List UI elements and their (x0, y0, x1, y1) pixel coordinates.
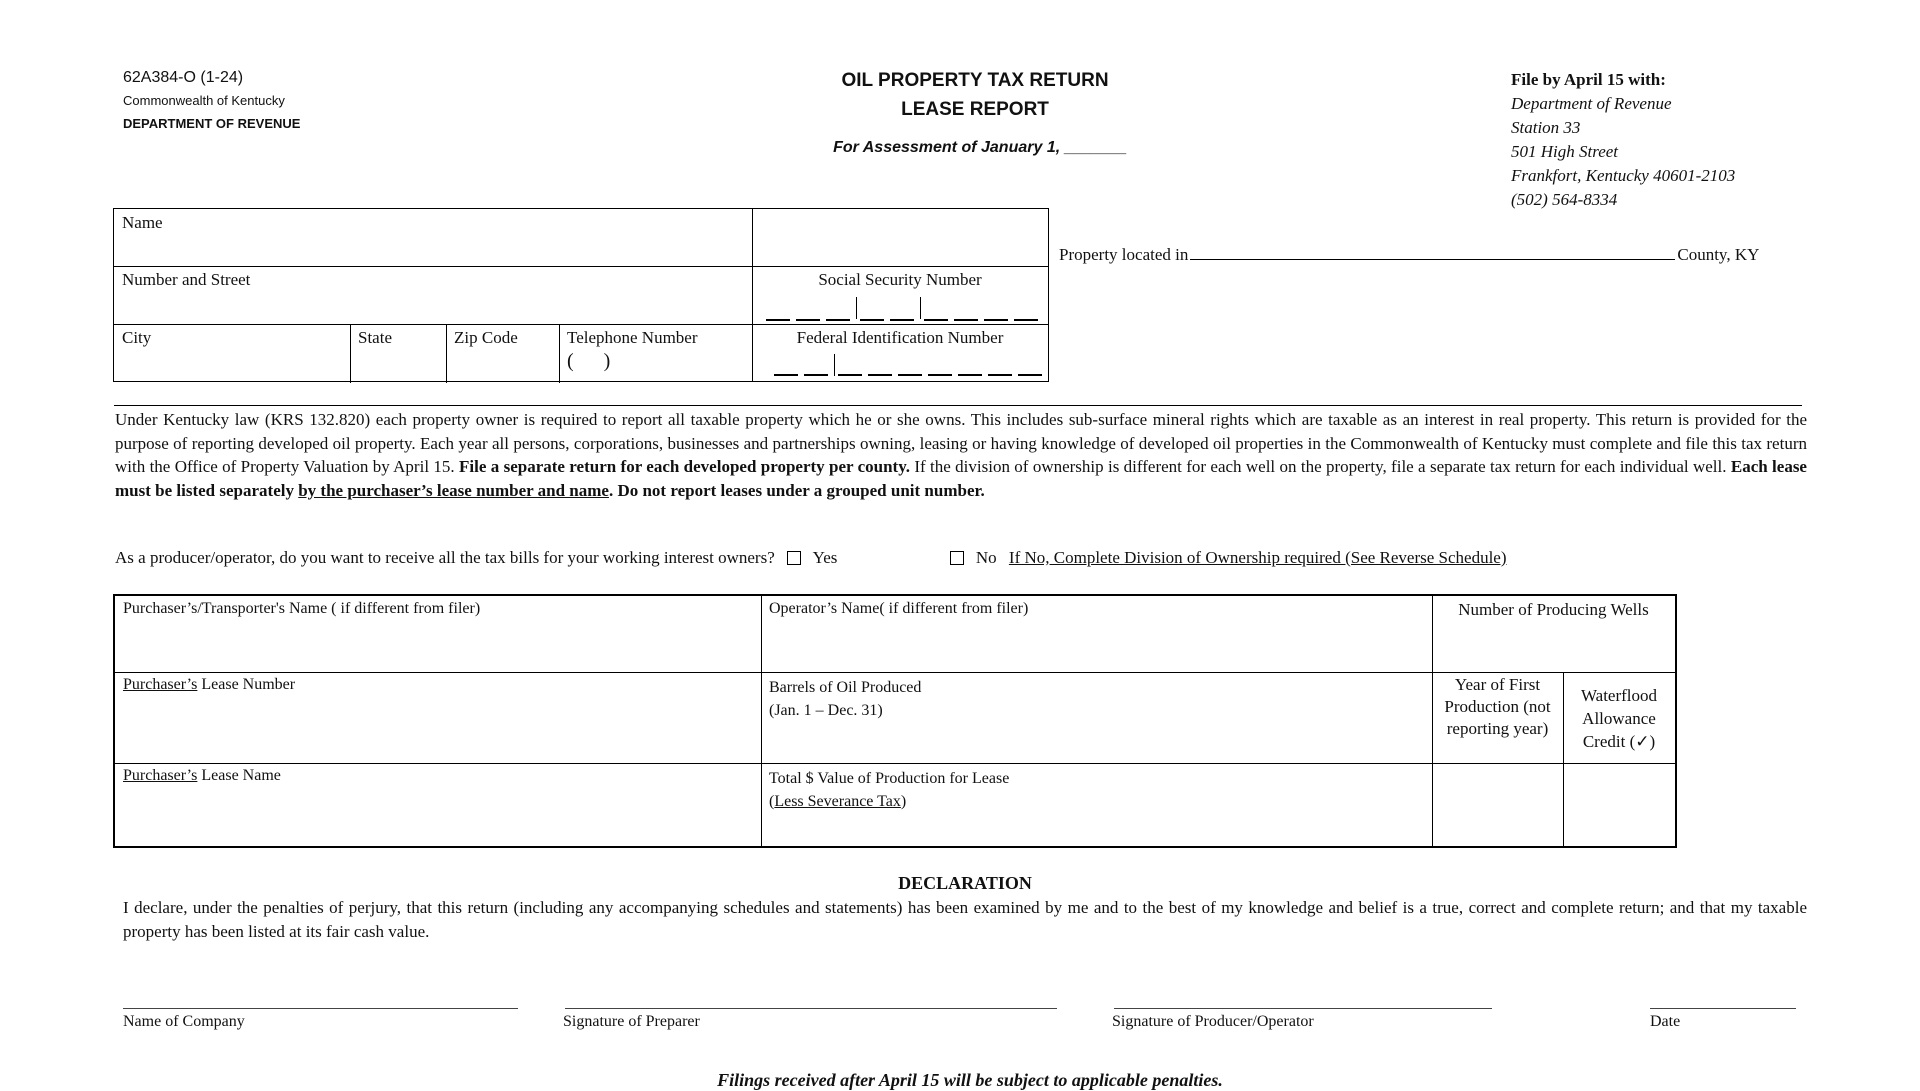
name-aux-field[interactable] (752, 209, 1048, 266)
declaration-title: DECLARATION (898, 873, 1032, 893)
fein-digit-blank (838, 374, 862, 376)
waterflood-credit-label: Waterflood Allowance Credit (✓) (1580, 686, 1658, 751)
producer-question-text: As a producer/operator, do you want to receive all the tax bills for your working interest owners? (115, 548, 775, 567)
fein-label: Federal Identification Number (796, 328, 1004, 347)
producer-signature-label: Signature of Producer/Operator (1112, 1013, 1314, 1030)
file-by-line: Station 33 (1511, 118, 1581, 137)
date-label: Date (1650, 1013, 1681, 1030)
waterflood-credit-input[interactable] (1563, 763, 1675, 846)
fein-separator (834, 354, 835, 376)
ssn-digit-blank (924, 319, 948, 321)
no-note: If No, Complete Division of Ownership required (See Reverse Schedule) (1008, 548, 1507, 567)
fein-digit-blank (958, 374, 982, 376)
barrels-field[interactable] (761, 672, 1432, 763)
lease-name-label-underlined: Purchaser’s (123, 767, 198, 784)
date-line[interactable] (1650, 1008, 1796, 1009)
instructions-text: Under Kentucky law (KRS 132.820) each property owner is required to report all taxable property which he or she owns. This includes sub-surface mineral rights which are taxable as an interest in real property. This return is provided for the purpose of reporting developed oil property. Each year all persons, corporations, businesses and partnerships owning, leasing or having knowledge of developed oil properties in the Commonwealth of Kentucky must complete and file this tax return with the Office of Property Valuation by April 15. (115, 410, 1807, 476)
year-first-production-label: Year of First Production (not reporting year) (1444, 675, 1551, 738)
zip-label: Zip Code (454, 328, 518, 347)
phone-label: Telephone Number (567, 328, 698, 347)
county-blank[interactable] (1190, 245, 1675, 260)
county-suffix: County, KY (1677, 245, 1760, 264)
ssn-digit-blank (954, 319, 978, 321)
year-first-production-field[interactable] (1432, 672, 1563, 763)
total-value-field[interactable] (761, 763, 1432, 846)
assessment-date-line: For Assessment of January 1, _______ (833, 139, 1127, 156)
purchaser-name-label: Purchaser’s/Transporter's Name ( if different from filer) (123, 600, 481, 617)
file-by-line: Department of Revenue (1511, 94, 1672, 113)
phone-field[interactable] (559, 324, 752, 383)
phone-area-code-parens: ( ) (567, 350, 611, 372)
operator-name-label: Operator’s Name( if different from filer) (769, 600, 1029, 617)
fein-digit-blank (898, 374, 922, 376)
lease-info-table (113, 594, 1677, 848)
producing-wells-label: Number of Producing Wells (1458, 600, 1649, 619)
fein-digit-blank (928, 374, 952, 376)
producer-signature-line[interactable] (1114, 1008, 1492, 1009)
lease-name-label: Lease Name (197, 767, 281, 784)
form-subtitle: LEASE REPORT (901, 99, 1049, 120)
street-label: Number and Street (122, 270, 251, 289)
lease-name-field[interactable] (115, 763, 761, 846)
department-label: DEPARTMENT OF REVENUE (123, 116, 301, 131)
lease-number-field[interactable] (115, 672, 761, 763)
company-name-label: Name of Company (123, 1013, 245, 1030)
form-title: OIL PROPERTY TAX RETURN (841, 70, 1109, 91)
state-field[interactable] (350, 324, 446, 383)
company-signature-line[interactable] (123, 1008, 518, 1009)
ssn-digit-blank (890, 319, 914, 321)
total-value-note: (Less Severance Tax) (769, 793, 907, 810)
ssn-label: Social Security Number (818, 270, 982, 289)
city-label: City (122, 328, 152, 347)
name-label: Name (122, 213, 163, 232)
waterflood-credit-field[interactable] (1563, 672, 1675, 763)
year-first-production-input[interactable] (1432, 763, 1563, 846)
ssn-digit-blank (796, 319, 820, 321)
ssn-separator (856, 297, 857, 319)
barrels-period: (Jan. 1 – Dec. 31) (769, 702, 883, 719)
producing-wells-field[interactable] (1432, 596, 1675, 672)
instructions-bold: . Do not report leases under a grouped unit number. (608, 480, 985, 500)
purchaser-name-field[interactable] (115, 596, 761, 672)
fein-digit-blank (774, 374, 798, 376)
fein-digit-blank (804, 374, 828, 376)
fein-digit-blank (1018, 374, 1042, 376)
operator-name-field[interactable] (761, 596, 1432, 672)
lease-number-label: Lease Number (197, 676, 296, 693)
lease-number-label-underlined: Purchaser’s (123, 676, 198, 693)
ssn-separator (920, 297, 921, 319)
file-by-line: (502) 564-8334 (1511, 190, 1618, 209)
street-field[interactable] (114, 266, 752, 324)
section-divider (114, 405, 1802, 406)
ssn-digit-blank (860, 319, 884, 321)
instructions-bold: File a separate return for each developed property per county. (459, 457, 911, 476)
late-filing-notice: Filings received after April 15 will be subject to applicable penalties. (717, 1070, 1223, 1090)
no-label: No (975, 548, 997, 567)
file-by-address (1511, 68, 1735, 212)
commonwealth-label: Commonwealth of Kentucky (123, 93, 285, 108)
name-field[interactable] (114, 209, 752, 266)
instructions-bold: Each lease must be listed separately (115, 457, 1807, 500)
declaration-text: I declare, under the penalties of perjury, that this return (including any accompanying schedules and statements) has been examined by me and to the best of my knowledge and belief is a true, correct and complete return; and that my taxable property has been listed at its fair cash value. (123, 898, 1807, 941)
fein-digit-blank (988, 374, 1012, 376)
preparer-signature-line[interactable] (565, 1008, 1057, 1009)
file-by-heading: File by April 15 with: (1511, 70, 1666, 89)
taxpayer-info-table (113, 208, 1049, 382)
yes-label: Yes (812, 548, 838, 567)
file-by-line: Frankfort, Kentucky 40601-2103 (1511, 166, 1736, 185)
preparer-signature-label: Signature of Preparer (563, 1013, 700, 1030)
instructions-bold-underline: by the purchaser’s lease number and name (298, 480, 609, 500)
ssn-digit-blank (984, 319, 1008, 321)
instructions-paragraph (115, 408, 1807, 502)
city-field[interactable] (114, 324, 350, 383)
no-checkbox[interactable] (950, 551, 964, 565)
barrels-label: Barrels of Oil Produced (769, 679, 922, 696)
ssn-field[interactable] (752, 266, 1048, 324)
producer-question (115, 548, 1815, 568)
form-code: 62A384-O (1-24) (123, 69, 244, 86)
state-label: State (358, 328, 392, 347)
ssn-digit-blank (1014, 319, 1038, 321)
fein-digit-blank (868, 374, 892, 376)
ssn-digit-blank (766, 319, 790, 321)
zip-field[interactable] (446, 324, 559, 383)
yes-checkbox[interactable] (787, 551, 801, 565)
file-by-line: 501 High Street (1511, 142, 1619, 161)
total-value-label: Total $ Value of Production for Lease (769, 770, 1010, 787)
property-location-field[interactable] (1059, 245, 1799, 265)
instructions-text: If the division of ownership is different for each well on the property, file a separate tax return for each individual well. (910, 457, 1731, 476)
property-location-label: Property located in (1059, 245, 1189, 264)
ssn-digit-blank (826, 319, 850, 321)
